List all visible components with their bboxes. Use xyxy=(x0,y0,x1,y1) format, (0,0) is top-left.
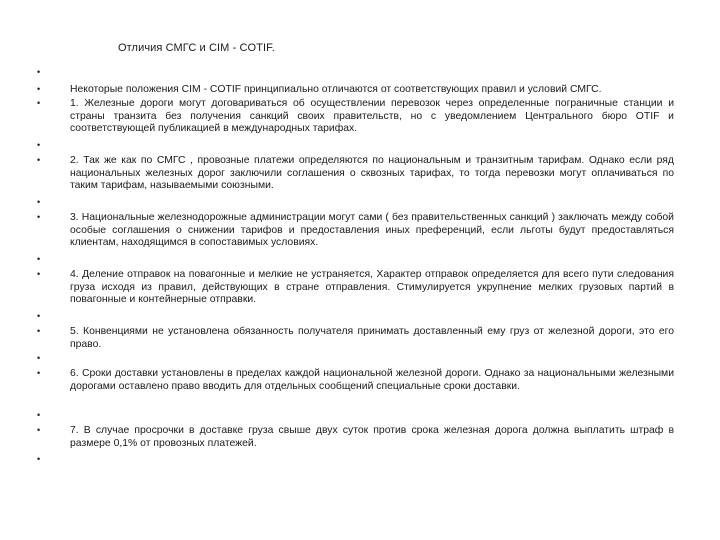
list-item-4: 4. Деление отправок на повагонные и мелкие не устраняется, Характер отправок определяется для всего пути следования груза исходя из правил, действующих в стране отправления. Стимулируется укрупнение мелких грузовых партий в повагонные и контейнерные отправки. xyxy=(70,269,674,306)
list-item-3: 3. Национальные железнодорожные администрации могут сами ( без правительственных санкций ) заключать между собой особые соглашения о снижении тарифов и предоставления иных преференций, если льготы будут предоставляться клиентам, находящимся в сопоставимых условиях. xyxy=(70,212,674,249)
list-item-2: 2. Так же как по СМГС , провозные платежи определяются по национальным и транзитным тарифам. Однако если ряд национальных железных дорог заключили соглашения о сквозных тарифах, то тогда перевозки могут оплачиваться по таким тарифам, называемыми союзными. xyxy=(70,155,674,192)
bullet-marker: • xyxy=(37,326,41,336)
bullet-marker: • xyxy=(37,98,41,108)
list-item-6: 6. Сроки доставки установлены в пределах каждой национальной железной дороги. Однако за национальными железными дорогами оставлено право вводить для отдельных сообщений специальные сроки доставки. xyxy=(70,368,674,392)
bullet-marker: • xyxy=(37,197,41,207)
bullet-marker: • xyxy=(37,425,41,435)
bullet-marker: • xyxy=(37,410,41,420)
bullet-marker: • xyxy=(37,269,41,279)
bullet-marker: • xyxy=(37,212,41,222)
list-item-7: 7. В случае просрочки в доставке груза свыше двух суток против срока железная дорога должна выплатить штраф в размере 0,1% от провозных платежей. xyxy=(70,425,674,449)
bullet-marker: • xyxy=(37,84,41,94)
bullet-marker: • xyxy=(37,254,41,264)
bullet-marker: • xyxy=(37,353,41,363)
bullet-marker: • xyxy=(37,454,41,464)
bullet-marker: • xyxy=(37,67,41,77)
list-item-1: 1. Железные дороги могут договариваться об осуществлении перевозок через определенные пограничные станции и страны транзита без получения санкций своих правительств, но с уведомлением Центрального бюро OTIF и соответствующей публикацией в международных тарифах. xyxy=(70,98,674,135)
bullet-marker: • xyxy=(37,368,41,378)
bullet-marker: • xyxy=(37,311,41,321)
bullet-marker: • xyxy=(37,140,41,150)
intro-paragraph: Некоторые положения CIM - COTIF принципиально отличаются от соответствующих правил и условий СМГС. xyxy=(70,84,602,95)
list-item-5: 5. Конвенциями не установлена обязанность получателя принимать доставленный ему груз от железной дороги, это его право. xyxy=(70,326,674,350)
slide-title: Отличия СМГС и CIM - COTIF. xyxy=(118,42,275,54)
bullet-marker: • xyxy=(37,155,41,165)
